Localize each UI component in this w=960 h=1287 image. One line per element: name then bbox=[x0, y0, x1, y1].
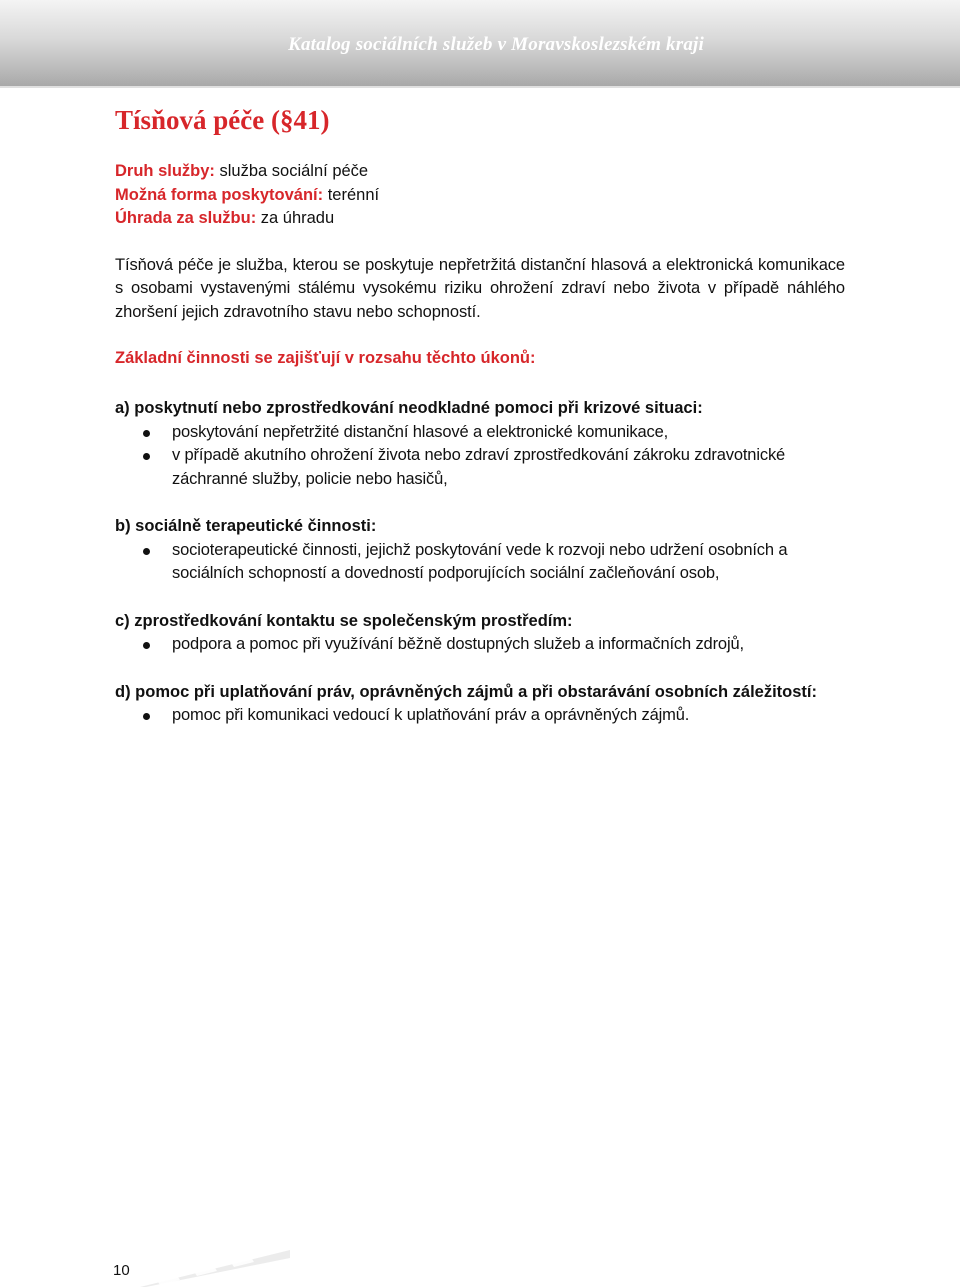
list-item-text: pomoc při komunikaci vedoucí k uplatňování práv a oprávněných zájmů. bbox=[172, 706, 690, 724]
category-a bbox=[115, 397, 845, 491]
meta-value: služba sociální péče bbox=[214, 162, 369, 180]
service-meta bbox=[115, 160, 845, 231]
category-heading: c) zprostředkování kontaktu se společenským prostředím: bbox=[115, 611, 573, 630]
list-item-text: poskytování nepřetržité distanční hlasové a elektronické komunikace, bbox=[172, 422, 669, 441]
category-heading: d) pomoc při uplatňování práv, oprávněných zájmů a při obstarávání osobních záležitostí: bbox=[115, 682, 817, 701]
category-heading: a) poskytnutí nebo zprostředkování neodkladné pomoci při krizové situaci: bbox=[115, 399, 703, 417]
list-item bbox=[115, 421, 845, 445]
category-heading: b) sociálně terapeutické činnosti: bbox=[115, 517, 377, 535]
list-item bbox=[115, 539, 845, 586]
list-item bbox=[115, 633, 845, 657]
bullet-list bbox=[115, 633, 845, 657]
bullet-list bbox=[115, 704, 845, 728]
meta-row-form bbox=[115, 184, 845, 208]
bullet-icon bbox=[143, 430, 150, 437]
activities-heading: Základní činnosti se zajišťují v rozsahu těchto úkonů: bbox=[115, 349, 536, 367]
meta-value: terénní bbox=[323, 185, 380, 204]
catalog-title: Katalog sociálních služeb v Moravskoslezském kraji bbox=[288, 34, 704, 55]
category-d bbox=[115, 681, 845, 728]
bullet-icon bbox=[143, 453, 150, 460]
list-item-text: v případě akutního ohrožení života nebo zdraví zprostředkování zákroku zdravotnické záchranné služby, policie nebo hasičů, bbox=[172, 446, 786, 488]
header-band bbox=[0, 0, 960, 88]
road-stripes-decoration bbox=[140, 1248, 290, 1287]
bullet-icon bbox=[143, 642, 150, 649]
meta-key: Druh služby: bbox=[115, 162, 215, 180]
bullet-icon bbox=[143, 713, 150, 720]
bullet-list bbox=[115, 539, 845, 586]
bullet-list bbox=[115, 421, 845, 492]
page-number: 10 bbox=[113, 1262, 130, 1279]
list-item bbox=[115, 444, 845, 491]
list-item-text: podpora a pomoc při využívání běžně dostupných služeb a informačních zdrojů, bbox=[172, 635, 744, 653]
meta-key: Úhrada za službu: bbox=[115, 209, 257, 227]
bullet-icon bbox=[143, 548, 150, 555]
meta-row-type bbox=[115, 160, 845, 184]
category-b bbox=[115, 515, 845, 586]
service-title: Tísňová péče (§41) bbox=[115, 105, 330, 135]
list-item-text: socioterapeutické činnosti, jejichž poskytování vede k rozvoji nebo udržení osobních a sociálních schopností a dovedností podporujících sociální začleňování osob, bbox=[172, 540, 788, 582]
list-item bbox=[115, 704, 845, 728]
page-content bbox=[115, 100, 845, 728]
meta-key: Možná forma poskytování: bbox=[115, 185, 324, 204]
service-description: Tísňová péče je služba, kterou se poskytuje nepřetržitá distanční hlasová a elektronická komunikace s osobami vystavenými stálému vysokému riziku ohrožení zdraví nebo života v případě náhlého zhoršení jejich zdravotního stavu nebo schopností. bbox=[115, 255, 845, 321]
category-c bbox=[115, 610, 845, 657]
meta-value: za úhradu bbox=[256, 209, 335, 227]
meta-row-payment bbox=[115, 207, 845, 231]
